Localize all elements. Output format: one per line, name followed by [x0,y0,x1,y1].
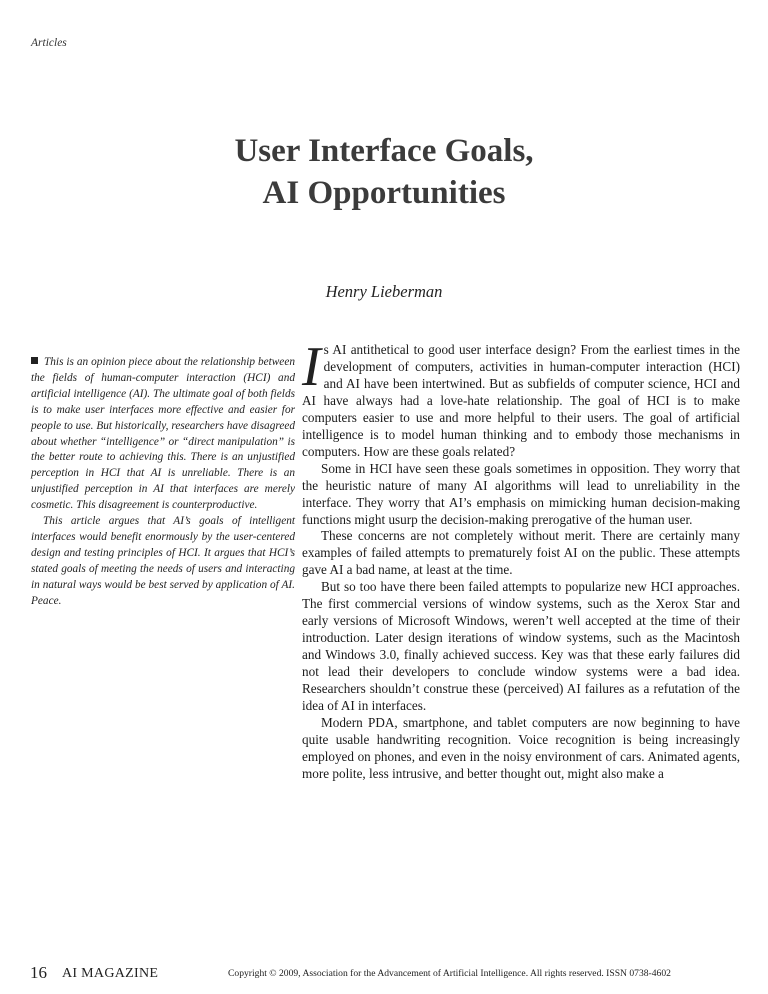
copyright-notice: Copyright © 2009, Association for the Advancement of Artificial Intelligence. All rights reserved. ISSN 0738-4602 [228,968,671,979]
abstract [31,355,295,610]
title-line-1: User Interface Goals, [234,133,534,169]
section-label: Articles [31,37,67,49]
body-paragraph-5: Modern PDA, smartphone, and tablet computers are now beginning to have quite usable handwriting recognition. Voice recognition is being increasingly employed on phones, and even in the noisy environment of cars. Animated agents, more polite, less intrusive, and better thought out, might also make a [302,714,740,781]
magazine-name: AI MAGAZINE [62,966,159,981]
author-name: Henry Lieberman [325,282,443,301]
abstract-paragraph-1 [31,355,295,514]
body-paragraph-2: Some in HCI have seen these goals sometimes in opposition. They worry that the heuristic nature of many AI algorithms will lead to unreliability in the interface. They worry that AI’s emphasis on mimicking human decision-making functions might usurp the decision-making prerogative of the human user. [302,460,740,527]
body-paragraph-4: But so too have there been failed attempts to popularize new HCI approaches. The first commercial versions of window systems, such as the Xerox Star and early versions of Microsoft Windows, weren’t well accepted at the time of their introduction. Later design iterations of window systems, such as the Macintosh and Windows 3.0, finally achieved success. Key was that these early failures did not lead their developers to conclude window systems were a bad idea. Researchers shouldn’t construe these (perceived) AI failures as a refutation of the idea of AI in interfaces. [302,579,740,714]
body-paragraph-3: These concerns are not completely without merit. There are certainly many examples of failed attempts to prematurely foist AI on the public. These attempts gave AI a bad name, at least at the time. [302,528,740,578]
drop-cap: I [302,336,321,398]
body-column [302,336,740,783]
article-title [0,130,768,214]
body-text-1: s AI antithetical to good user interface design? From the earliest times in the development of computers, activities in human-computer interaction (HCI) and AI have been intertwined. But as subfields of computer science, HCI and AI have always had a love-hate relationship. The goal of HCI is to make computers easier to use and more helpful to their users. The goal of artificial intelligence is to model human thinking and to embody those mechanisms in computers. How are these goals related? [302,342,740,459]
page-number: 16 [30,963,47,982]
title-line-2: AI Opportunities [262,175,506,211]
abstract-text-1: This is an opinion piece about the relationship between the fields of human-computer interaction (HCI) and artificial intelligence (AI). The ultimate goal of both fields is to make user interfaces more effective and easier for people to use. But historically, researchers have disagreed about whether “intelligence” or “direct manipulation” is the better route to achieving this. There is an unjustified perception in HCI that AI is unreliable. There is an unjustified perception in AI that interfaces are merely cosmetic. This disagreement is counterproductive. [31,356,295,512]
abstract-paragraph-2: This article argues that AI’s goals of intelligent interfaces would benefit enormously by the user-centered design and testing principles of HCI. It argues that HCI’s stated goals of meeting the needs of users and interacting in natural ways would be best served by application of AI. Peace. [31,515,295,607]
square-bullet-icon [31,357,38,364]
body-paragraph-1 [302,336,740,461]
